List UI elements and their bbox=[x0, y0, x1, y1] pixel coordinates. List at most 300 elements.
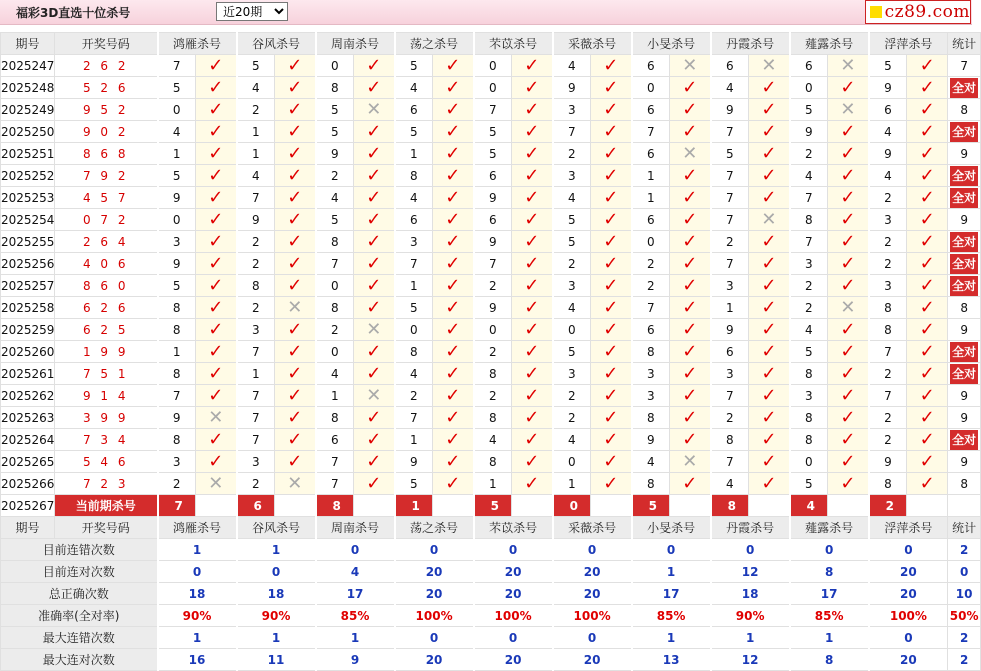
check-icon: ✓ bbox=[366, 186, 382, 208]
check-icon: ✓ bbox=[761, 252, 777, 274]
result-mark-cell bbox=[512, 77, 553, 99]
check-icon: ✓ bbox=[682, 472, 698, 494]
count-cell: 7 bbox=[948, 55, 981, 77]
result-mark-cell bbox=[275, 77, 316, 99]
result-mark-cell bbox=[196, 407, 237, 429]
expert-column-header[interactable]: 周南杀号 bbox=[316, 33, 395, 55]
result-mark-cell bbox=[354, 253, 395, 275]
count-cell bbox=[948, 253, 981, 275]
draw-number-cell: 8 6 0 bbox=[55, 275, 158, 297]
period-cell: 2025258 bbox=[1, 297, 55, 319]
result-mark-cell bbox=[354, 55, 395, 77]
expert-column-header[interactable]: 浮萍杀号 bbox=[869, 517, 948, 539]
result-mark-cell bbox=[354, 231, 395, 253]
check-icon: ✓ bbox=[445, 472, 461, 494]
expert-column-header[interactable]: 采薇杀号 bbox=[553, 517, 632, 539]
current-kill-number: 1 bbox=[395, 495, 433, 517]
current-kill-number: 7 bbox=[158, 495, 196, 517]
stats-value: 1 bbox=[790, 627, 869, 649]
kill-number-cell: 2 bbox=[790, 275, 828, 297]
check-icon: ✓ bbox=[840, 406, 856, 428]
kill-number-cell: 3 bbox=[711, 275, 749, 297]
kill-number-cell: 4 bbox=[790, 165, 828, 187]
check-icon: ✓ bbox=[840, 362, 856, 384]
expert-column-header[interactable]: 荡之杀号 bbox=[395, 33, 474, 55]
check-icon: ✓ bbox=[682, 362, 698, 384]
site-logo[interactable] bbox=[865, 0, 971, 24]
expert-column-header[interactable]: 芣苡杀号 bbox=[474, 33, 553, 55]
check-icon: ✓ bbox=[524, 98, 540, 120]
check-icon: ✓ bbox=[287, 318, 303, 340]
check-icon: ✓ bbox=[682, 296, 698, 318]
kill-number-cell: 0 bbox=[474, 77, 512, 99]
check-icon: ✓ bbox=[761, 142, 777, 164]
check-icon: ✓ bbox=[761, 186, 777, 208]
result-mark-cell bbox=[670, 253, 711, 275]
result-mark-cell bbox=[591, 121, 632, 143]
kill-number-cell: 2 bbox=[632, 253, 670, 275]
stats-value: 9 bbox=[316, 649, 395, 671]
kill-number-cell: 8 bbox=[316, 407, 354, 429]
kill-number-cell: 4 bbox=[790, 319, 828, 341]
kill-number-cell: 2 bbox=[474, 275, 512, 297]
kill-number-cell: 0 bbox=[790, 451, 828, 473]
result-mark-cell bbox=[670, 187, 711, 209]
result-mark-cell bbox=[275, 187, 316, 209]
count-cell bbox=[948, 341, 981, 363]
result-mark-cell bbox=[512, 187, 553, 209]
cross-icon: ✕ bbox=[287, 296, 303, 318]
kill-number-cell: 9 bbox=[869, 451, 907, 473]
result-mark-cell bbox=[670, 121, 711, 143]
result-mark-cell bbox=[275, 473, 316, 495]
result-mark-cell bbox=[354, 451, 395, 473]
check-icon: ✓ bbox=[208, 186, 224, 208]
result-mark-cell bbox=[907, 143, 948, 165]
draw-number-cell: 9 1 4 bbox=[55, 385, 158, 407]
draw-number-cell: 4 0 6 bbox=[55, 253, 158, 275]
check-icon: ✓ bbox=[287, 384, 303, 406]
stats-value: 20 bbox=[869, 649, 948, 671]
check-icon: ✓ bbox=[287, 340, 303, 362]
stats-row bbox=[1, 539, 981, 561]
result-mark-cell bbox=[433, 341, 474, 363]
check-icon: ✓ bbox=[603, 274, 619, 296]
expert-column-header[interactable]: 鸿雁杀号 bbox=[158, 33, 237, 55]
result-mark-cell bbox=[670, 385, 711, 407]
current-blank-cell bbox=[670, 495, 711, 517]
stats-value: 0 bbox=[632, 539, 711, 561]
kill-number-cell: 8 bbox=[474, 407, 512, 429]
check-icon: ✓ bbox=[366, 252, 382, 274]
kill-number-cell: 8 bbox=[316, 77, 354, 99]
check-icon: ✓ bbox=[445, 252, 461, 274]
expert-column-header[interactable]: 鸿雁杀号 bbox=[158, 517, 237, 539]
table-row bbox=[1, 165, 981, 187]
check-icon: ✓ bbox=[603, 98, 619, 120]
check-icon: ✓ bbox=[919, 340, 935, 362]
check-icon: ✓ bbox=[524, 472, 540, 494]
check-icon: ✓ bbox=[445, 142, 461, 164]
kill-number-cell: 7 bbox=[237, 385, 275, 407]
check-icon: ✓ bbox=[682, 76, 698, 98]
kill-number-cell: 7 bbox=[237, 187, 275, 209]
result-mark-cell bbox=[354, 77, 395, 99]
kill-number-cell: 1 bbox=[395, 143, 433, 165]
kill-number-cell: 7 bbox=[711, 385, 749, 407]
result-mark-cell bbox=[749, 55, 790, 77]
check-icon: ✓ bbox=[208, 54, 224, 76]
stats-count: 0 bbox=[948, 561, 981, 583]
kill-number-cell: 7 bbox=[316, 451, 354, 473]
check-icon: ✓ bbox=[445, 230, 461, 252]
check-icon: ✓ bbox=[445, 98, 461, 120]
result-mark-cell bbox=[196, 99, 237, 121]
result-mark-cell bbox=[433, 363, 474, 385]
check-icon: ✓ bbox=[208, 340, 224, 362]
result-mark-cell bbox=[828, 275, 869, 297]
expert-column-header[interactable]: 谷风杀号 bbox=[237, 33, 316, 55]
all-right-badge: 全对 bbox=[950, 78, 978, 98]
expert-column-header[interactable]: 薤露杀号 bbox=[790, 33, 869, 55]
stats-value: 1 bbox=[632, 561, 711, 583]
page-title: 福彩3D直选十位杀号 bbox=[16, 6, 131, 20]
kill-number-cell: 0 bbox=[790, 77, 828, 99]
result-mark-cell bbox=[433, 451, 474, 473]
check-icon: ✓ bbox=[524, 318, 540, 340]
kill-number-cell: 1 bbox=[632, 165, 670, 187]
count-cell bbox=[948, 363, 981, 385]
check-icon: ✓ bbox=[682, 406, 698, 428]
check-icon: ✓ bbox=[919, 362, 935, 384]
check-icon: ✓ bbox=[919, 318, 935, 340]
stats-value: 90% bbox=[237, 605, 316, 627]
result-mark-cell bbox=[670, 55, 711, 77]
kill-number-cell: 2 bbox=[237, 473, 275, 495]
check-icon: ✓ bbox=[287, 120, 303, 142]
kill-number-cell: 1 bbox=[711, 297, 749, 319]
result-mark-cell bbox=[670, 341, 711, 363]
result-mark-cell bbox=[749, 121, 790, 143]
result-mark-cell bbox=[670, 209, 711, 231]
table-row bbox=[1, 319, 981, 341]
kill-number-cell: 7 bbox=[869, 341, 907, 363]
kill-number-cell: 2 bbox=[237, 297, 275, 319]
period-cell: 2025263 bbox=[1, 407, 55, 429]
stats-value: 18 bbox=[237, 583, 316, 605]
kill-number-cell: 4 bbox=[632, 451, 670, 473]
draw-number-cell: 6 2 5 bbox=[55, 319, 158, 341]
result-mark-cell bbox=[433, 231, 474, 253]
check-icon: ✓ bbox=[603, 428, 619, 450]
expert-column-header[interactable]: 周南杀号 bbox=[316, 517, 395, 539]
check-icon: ✓ bbox=[682, 186, 698, 208]
period-cell: 2025253 bbox=[1, 187, 55, 209]
stats-value: 0 bbox=[474, 539, 553, 561]
expert-column-header[interactable]: 丹霞杀号 bbox=[711, 33, 790, 55]
all-right-badge: 全对 bbox=[950, 342, 978, 362]
kill-number-cell: 6 bbox=[395, 209, 433, 231]
result-mark-cell bbox=[828, 385, 869, 407]
result-mark-cell bbox=[670, 407, 711, 429]
result-mark-cell bbox=[354, 319, 395, 341]
kill-number-cell: 5 bbox=[790, 99, 828, 121]
count-cell: 8 bbox=[948, 99, 981, 121]
draw-number-cell: 9 5 2 bbox=[55, 99, 158, 121]
stats-count: 2 bbox=[948, 539, 981, 561]
result-mark-cell bbox=[275, 253, 316, 275]
kill-number-cell: 8 bbox=[869, 319, 907, 341]
check-icon: ✓ bbox=[682, 208, 698, 230]
result-mark-cell bbox=[907, 165, 948, 187]
check-icon: ✓ bbox=[919, 98, 935, 120]
result-mark-cell bbox=[591, 99, 632, 121]
result-mark-cell bbox=[433, 121, 474, 143]
kill-number-cell: 6 bbox=[474, 165, 512, 187]
result-mark-cell bbox=[512, 253, 553, 275]
kill-number-cell: 1 bbox=[158, 143, 196, 165]
kill-number-cell: 9 bbox=[158, 187, 196, 209]
kill-number-cell: 8 bbox=[869, 297, 907, 319]
result-mark-cell bbox=[275, 319, 316, 341]
kill-number-cell: 7 bbox=[869, 385, 907, 407]
check-icon: ✓ bbox=[761, 120, 777, 142]
period-cell: 2025264 bbox=[1, 429, 55, 451]
current-count-cell bbox=[948, 495, 981, 517]
period-cell: 2025257 bbox=[1, 275, 55, 297]
kill-number-cell: 9 bbox=[158, 253, 196, 275]
draw-number-cell: 0 7 2 bbox=[55, 209, 158, 231]
stats-value: 0 bbox=[158, 561, 237, 583]
count-cell: 9 bbox=[948, 407, 981, 429]
expert-column-header[interactable]: 荡之杀号 bbox=[395, 517, 474, 539]
expert-column-header[interactable]: 小旻杀号 bbox=[632, 33, 711, 55]
result-mark-cell bbox=[907, 297, 948, 319]
check-icon: ✓ bbox=[603, 384, 619, 406]
result-mark-cell bbox=[828, 99, 869, 121]
result-mark-cell bbox=[591, 55, 632, 77]
result-mark-cell bbox=[670, 99, 711, 121]
stats-label: 目前连对次数 bbox=[1, 561, 158, 583]
check-icon: ✓ bbox=[445, 120, 461, 142]
kill-number-cell: 7 bbox=[711, 451, 749, 473]
result-mark-cell bbox=[433, 99, 474, 121]
kill-number-cell: 6 bbox=[632, 99, 670, 121]
check-icon: ✓ bbox=[524, 120, 540, 142]
result-mark-cell bbox=[828, 451, 869, 473]
table-header-row-repeat bbox=[1, 517, 981, 539]
all-right-badge: 全对 bbox=[950, 166, 978, 186]
stats-value: 20 bbox=[553, 583, 632, 605]
kill-number-cell: 2 bbox=[474, 341, 512, 363]
expert-column-header[interactable]: 谷风杀号 bbox=[237, 517, 316, 539]
check-icon: ✓ bbox=[366, 472, 382, 494]
draw-number-cell: 9 0 2 bbox=[55, 121, 158, 143]
stats-value: 0 bbox=[869, 627, 948, 649]
result-mark-cell bbox=[354, 143, 395, 165]
check-icon: ✓ bbox=[919, 230, 935, 252]
current-kill-number: 5 bbox=[474, 495, 512, 517]
table-row bbox=[1, 407, 981, 429]
count-cell: 9 bbox=[948, 385, 981, 407]
result-mark-cell bbox=[828, 143, 869, 165]
result-mark-cell bbox=[591, 275, 632, 297]
kill-number-table bbox=[0, 32, 981, 671]
result-mark-cell bbox=[354, 341, 395, 363]
expert-column-header[interactable]: 芣苡杀号 bbox=[474, 517, 553, 539]
kill-number-cell: 3 bbox=[237, 451, 275, 473]
kill-number-cell: 3 bbox=[553, 363, 591, 385]
check-icon: ✓ bbox=[445, 406, 461, 428]
kill-number-cell: 8 bbox=[158, 297, 196, 319]
result-mark-cell bbox=[433, 77, 474, 99]
result-mark-cell bbox=[275, 121, 316, 143]
kill-number-cell: 6 bbox=[869, 99, 907, 121]
kill-number-cell: 0 bbox=[158, 99, 196, 121]
check-icon: ✓ bbox=[840, 450, 856, 472]
stats-row bbox=[1, 627, 981, 649]
kill-number-cell: 5 bbox=[474, 121, 512, 143]
period-cell: 2025247 bbox=[1, 55, 55, 77]
expert-column-header[interactable]: 采薇杀号 bbox=[553, 33, 632, 55]
kill-number-cell: 0 bbox=[632, 77, 670, 99]
stats-value: 0 bbox=[237, 561, 316, 583]
check-icon: ✓ bbox=[840, 186, 856, 208]
check-icon: ✓ bbox=[919, 142, 935, 164]
kill-number-cell: 7 bbox=[395, 253, 433, 275]
kill-number-cell: 7 bbox=[395, 407, 433, 429]
kill-number-cell: 6 bbox=[632, 209, 670, 231]
check-icon: ✓ bbox=[445, 54, 461, 76]
count-cell bbox=[948, 187, 981, 209]
check-icon: ✓ bbox=[208, 318, 224, 340]
kill-number-cell: 6 bbox=[632, 143, 670, 165]
stats-value: 20 bbox=[869, 583, 948, 605]
current-kill-number: 8 bbox=[316, 495, 354, 517]
kill-number-cell: 3 bbox=[237, 319, 275, 341]
count-cell: 9 bbox=[948, 143, 981, 165]
result-mark-cell bbox=[354, 275, 395, 297]
check-icon: ✓ bbox=[445, 362, 461, 384]
logo-text: cz89.com bbox=[884, 2, 970, 22]
kill-number-cell: 7 bbox=[316, 473, 354, 495]
count-cell: 9 bbox=[948, 451, 981, 473]
check-icon: ✓ bbox=[919, 428, 935, 450]
period-cell: 2025260 bbox=[1, 341, 55, 363]
result-mark-cell bbox=[591, 209, 632, 231]
kill-number-cell: 8 bbox=[790, 209, 828, 231]
result-mark-cell bbox=[354, 363, 395, 385]
check-icon: ✓ bbox=[603, 296, 619, 318]
result-mark-cell bbox=[828, 407, 869, 429]
cross-icon: ✕ bbox=[208, 472, 224, 494]
check-icon: ✓ bbox=[287, 252, 303, 274]
result-mark-cell bbox=[828, 77, 869, 99]
check-icon: ✓ bbox=[208, 450, 224, 472]
expert-column-header[interactable]: 丹霞杀号 bbox=[711, 517, 790, 539]
result-mark-cell bbox=[828, 429, 869, 451]
kill-number-cell: 4 bbox=[553, 297, 591, 319]
period-range-select[interactable] bbox=[216, 2, 288, 21]
check-icon: ✓ bbox=[366, 274, 382, 296]
kill-number-cell: 5 bbox=[553, 209, 591, 231]
check-icon: ✓ bbox=[524, 76, 540, 98]
kill-number-cell: 2 bbox=[869, 231, 907, 253]
stats-value: 4 bbox=[316, 561, 395, 583]
current-blank-cell bbox=[433, 495, 474, 517]
result-mark-cell bbox=[907, 341, 948, 363]
result-mark-cell bbox=[907, 187, 948, 209]
kill-number-cell: 8 bbox=[790, 407, 828, 429]
period-cell: 2025261 bbox=[1, 363, 55, 385]
check-icon: ✓ bbox=[919, 76, 935, 98]
check-icon: ✓ bbox=[682, 274, 698, 296]
result-mark-cell bbox=[512, 407, 553, 429]
result-mark-cell bbox=[828, 121, 869, 143]
stats-value: 16 bbox=[158, 649, 237, 671]
check-icon: ✓ bbox=[603, 208, 619, 230]
check-icon: ✓ bbox=[682, 318, 698, 340]
expert-column-header[interactable]: 薤露杀号 bbox=[790, 517, 869, 539]
stats-row bbox=[1, 649, 981, 671]
result-mark-cell bbox=[196, 451, 237, 473]
check-icon: ✓ bbox=[761, 472, 777, 494]
check-icon: ✓ bbox=[761, 98, 777, 120]
expert-column-header[interactable]: 小旻杀号 bbox=[632, 517, 711, 539]
kill-number-cell: 4 bbox=[316, 363, 354, 385]
result-mark-cell bbox=[749, 385, 790, 407]
current-kill-number: 0 bbox=[553, 495, 591, 517]
kill-number-cell: 7 bbox=[711, 121, 749, 143]
check-icon: ✓ bbox=[919, 472, 935, 494]
kill-number-cell: 7 bbox=[632, 297, 670, 319]
kill-number-cell: 8 bbox=[790, 363, 828, 385]
check-icon: ✓ bbox=[524, 208, 540, 230]
kill-number-cell: 4 bbox=[395, 77, 433, 99]
stats-value: 8 bbox=[790, 561, 869, 583]
expert-column-header[interactable]: 浮萍杀号 bbox=[869, 33, 948, 55]
result-mark-cell bbox=[828, 319, 869, 341]
result-mark-cell bbox=[196, 55, 237, 77]
result-mark-cell bbox=[907, 99, 948, 121]
kill-number-cell: 6 bbox=[474, 209, 512, 231]
result-mark-cell bbox=[591, 451, 632, 473]
check-icon: ✓ bbox=[524, 340, 540, 362]
kill-number-cell: 0 bbox=[553, 451, 591, 473]
result-mark-cell bbox=[512, 165, 553, 187]
kill-number-cell: 4 bbox=[711, 77, 749, 99]
check-icon: ✓ bbox=[287, 230, 303, 252]
stats-value: 100% bbox=[474, 605, 553, 627]
kill-number-cell: 9 bbox=[711, 319, 749, 341]
kill-number-cell: 1 bbox=[316, 385, 354, 407]
kill-number-cell: 2 bbox=[869, 187, 907, 209]
kill-number-cell: 5 bbox=[158, 275, 196, 297]
check-icon: ✓ bbox=[761, 450, 777, 472]
check-icon: ✓ bbox=[919, 252, 935, 274]
check-icon: ✓ bbox=[919, 296, 935, 318]
check-icon: ✓ bbox=[919, 208, 935, 230]
table-header-row bbox=[1, 33, 981, 55]
result-mark-cell bbox=[196, 231, 237, 253]
result-mark-cell bbox=[749, 319, 790, 341]
check-icon: ✓ bbox=[208, 120, 224, 142]
kill-number-cell: 7 bbox=[553, 121, 591, 143]
stats-count: 10 bbox=[948, 583, 981, 605]
check-icon: ✓ bbox=[366, 54, 382, 76]
kill-number-cell: 3 bbox=[869, 275, 907, 297]
period-cell: 2025265 bbox=[1, 451, 55, 473]
